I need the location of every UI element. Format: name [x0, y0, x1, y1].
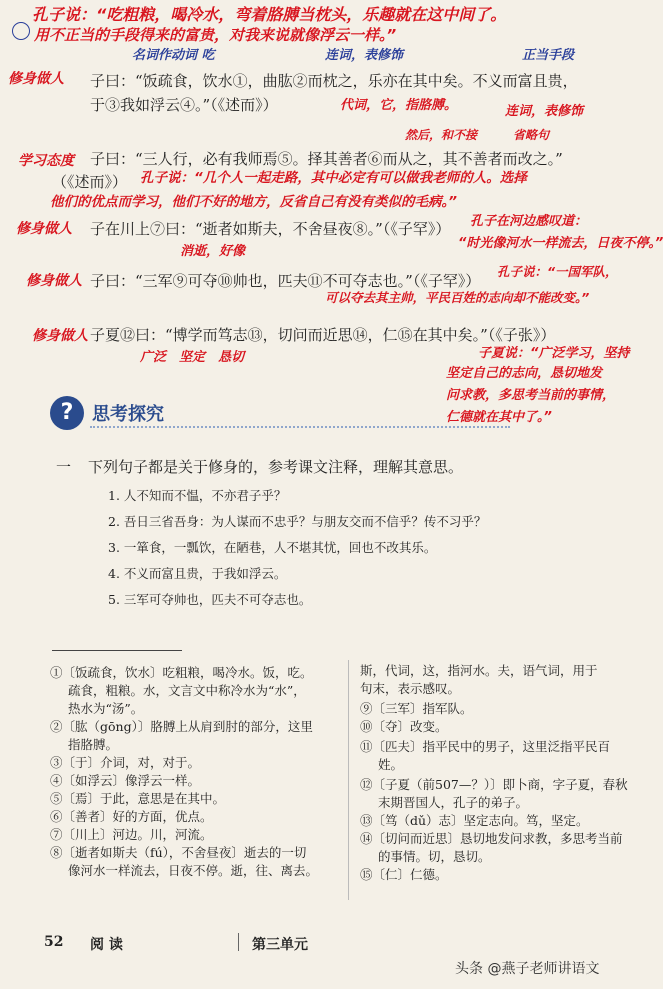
footer-divider: [238, 933, 239, 951]
passage-2-line-2: （《述而》）: [52, 173, 128, 191]
annotation-p5-translation-1: 子夏说：“广泛学习，坚持: [478, 346, 630, 361]
footnote-8-cont-right-1: 斯，代词，这，指河水。夫，语气词，用于: [360, 663, 598, 678]
footnote-8: ⑧〔逝者如斯夫（fú），不舍昼夜〕逝去的一切: [50, 845, 307, 860]
exercise-item-2: 2. 吾日三省吾身：为人谋而不忠乎？与朋友交而不信乎？传不习乎？: [108, 514, 487, 529]
question-mark-icon: ?: [50, 396, 84, 430]
watermark: 头条 @燕子老师讲语文: [455, 961, 600, 977]
passage-5: 子夏⑫曰：“博学而笃志⑬，切问而近思⑭，仁⑮在其中矣。”（《子张》）: [90, 326, 556, 344]
footer-unit: 第三单元: [252, 937, 308, 953]
footnote-2-cont: 指胳膊。: [68, 737, 119, 752]
annotation-p2-translation-1: 孔子说：“几个人一起走路，其中必定有可以做我老师的人。选择: [140, 170, 527, 186]
footnote-rule: [52, 650, 182, 651]
footnote-column-divider: [348, 660, 349, 900]
footnote-7: ⑦〔川上〕河边。川，河流。: [50, 827, 213, 842]
footnote-15: ⑮〔仁〕仁德。: [360, 867, 448, 882]
exercise-item-3: 3. 一箪食，一瓢饮，在陋巷，人不堪其忧，回也不改其乐。: [108, 540, 437, 555]
footnote-1-cont-1: 疏食，粗粮。水，文言文中称冷水为“水”，: [68, 683, 306, 698]
footnote-8-cont: 像河水一样流去，日夜不停。逝，往、离去。: [68, 863, 319, 878]
annotation-p5-translation-3: 问求教，多思考当前的事情，: [446, 388, 616, 403]
footnote-1: ①〔饭疏食，饮水〕吃粗粮，喝冷水。饭，吃。: [50, 665, 313, 680]
annotation-daici-gebo: 代词，它，指胳膊。: [340, 98, 458, 113]
annotation-p2-translation-2: 他们的优点而学习，他们不好的地方，反省自己有没有类似的毛病。”: [50, 194, 457, 210]
footnote-5: ⑤〔焉〕于此，意思是在其中。: [50, 791, 226, 806]
exercise-item-4: 4. 不义而富且贵，于我如浮云。: [108, 566, 287, 581]
section-title: 思考探究: [92, 404, 164, 425]
footnote-12: ⑫〔子夏（前507—？）〕即卜商，字子夏，春秋: [360, 777, 628, 792]
footnote-10: ⑩〔夺〕改变。: [360, 719, 448, 734]
footnote-13: ⑬〔笃（dǔ）志〕坚定志向。笃，坚定。: [360, 813, 589, 828]
footnote-4: ④〔如浮云〕像浮云一样。: [50, 773, 201, 788]
annotation-shenglue-ju: 省略句: [513, 128, 550, 142]
footer-section: 阅 读: [90, 937, 123, 953]
passage-1-line-1: 子曰：“饭疏食，饮水①，曲肱②而枕之，乐亦在其中矣。不义而富且贵，: [90, 72, 578, 90]
footnote-8-cont-right-2: 句末，表示感叹。: [360, 681, 461, 696]
passage-4: 子曰：“三军⑨可夺⑩帅也，匹夫⑪不可夺志也。”（《子罕》）: [90, 272, 481, 290]
passage-2-line-1: 子曰：“三人行，必有我师焉⑤。择其善者⑥而从之，其不善者而改之。”: [90, 150, 563, 168]
passage-1-line-2: 于③我如浮云④。”（《述而》）: [90, 96, 278, 114]
footnote-6: ⑥〔善者〕好的方面，优点。: [50, 809, 213, 824]
smiley-doodle: [12, 22, 30, 40]
section-divider: [90, 426, 510, 428]
footnote-12-cont: 末期晋国人，孔子的弟子。: [378, 795, 529, 810]
footnote-11: ⑪〔匹夫〕指平民中的男子，这里泛指平民百: [360, 739, 611, 754]
annotation-p4-translation-1: 孔子说：“一国军队，: [497, 264, 618, 279]
exercise-item-1: 1. 人不知而不愠，不亦君子乎？: [108, 488, 287, 503]
handwritten-note-top-1: 孔子说：“吃粗粮，喝冷水，弯着胳膊当枕头，乐趣就在这中间了。: [32, 5, 507, 24]
annotation-xiaoshi-haoxiang: 消逝，好像: [180, 244, 246, 259]
margin-label-xiushen-1: 修身做人: [8, 71, 64, 87]
annotation-lianci-biao-xiushi: 连词，表修饰: [505, 104, 584, 119]
margin-label-xuexi-taidu: 学习态度: [18, 153, 74, 169]
passage-3: 子在川上⑦曰：“逝者如斯夫，不舍昼夜⑧。”（《子罕》）: [90, 220, 451, 238]
margin-label-xiushen-2: 修身做人: [16, 221, 72, 237]
footnote-14: ⑭〔切问而近思〕恳切地发问求教，多思考当前: [360, 831, 623, 846]
footnote-1-cont-2: 热水为“汤”。: [68, 701, 144, 716]
annotation-p4-translation-2: 可以夺去其主帅，平民百姓的志向却不能改变。”: [325, 290, 590, 305]
exercise-number: 一: [56, 458, 72, 476]
handwritten-note-top-2: 用不正当的手段得来的富贵，对我来说就像浮云一样。”: [34, 26, 397, 44]
annotation-p5-translation-4: 仁德就在其中了。”: [446, 410, 552, 425]
annotation-p3-translation-1: 孔子在河边感叹道：: [470, 214, 588, 229]
annotation-p5-translation-2: 坚定自己的志向，恳切地发: [446, 366, 603, 381]
annotation-mingci-zuo-dongci: 名词作动词 吃: [132, 48, 215, 63]
page-number: 52: [44, 934, 64, 950]
annotation-guangfan-jianding-qieshi: 广泛 坚定 恳切: [140, 350, 245, 365]
annotation-zhengdang-shouduan: 正当手段: [522, 48, 575, 63]
margin-label-xiushen-3: 修身做人: [26, 273, 82, 289]
annotation-p3-translation-2: “时光像河水一样流去，日夜不停。”: [458, 236, 663, 251]
footnote-2: ②〔肱（gōng）〕胳膊上从肩到肘的部分，这里: [50, 719, 313, 734]
exercise-instruction: 下列句子都是关于修身的，参考课文注释，理解其意思。: [88, 458, 464, 476]
annotation-daici-biao-xiushi: 连词，表修饰: [325, 48, 404, 63]
footnote-11-cont: 姓。: [378, 757, 404, 772]
footnote-3: ③〔于〕介词，对，对于。: [50, 755, 201, 770]
footnote-14-cont: 的事情。切，恳切。: [378, 849, 491, 864]
exercise-item-5: 5. 三军可夺帅也，匹夫不可夺志也。: [108, 592, 312, 607]
annotation-ranhou-jiezhe: 然后，和不接: [405, 128, 478, 142]
margin-label-xiushen-4: 修身做人: [32, 328, 88, 344]
footnote-9: ⑨〔三军〕指军队。: [360, 701, 473, 716]
